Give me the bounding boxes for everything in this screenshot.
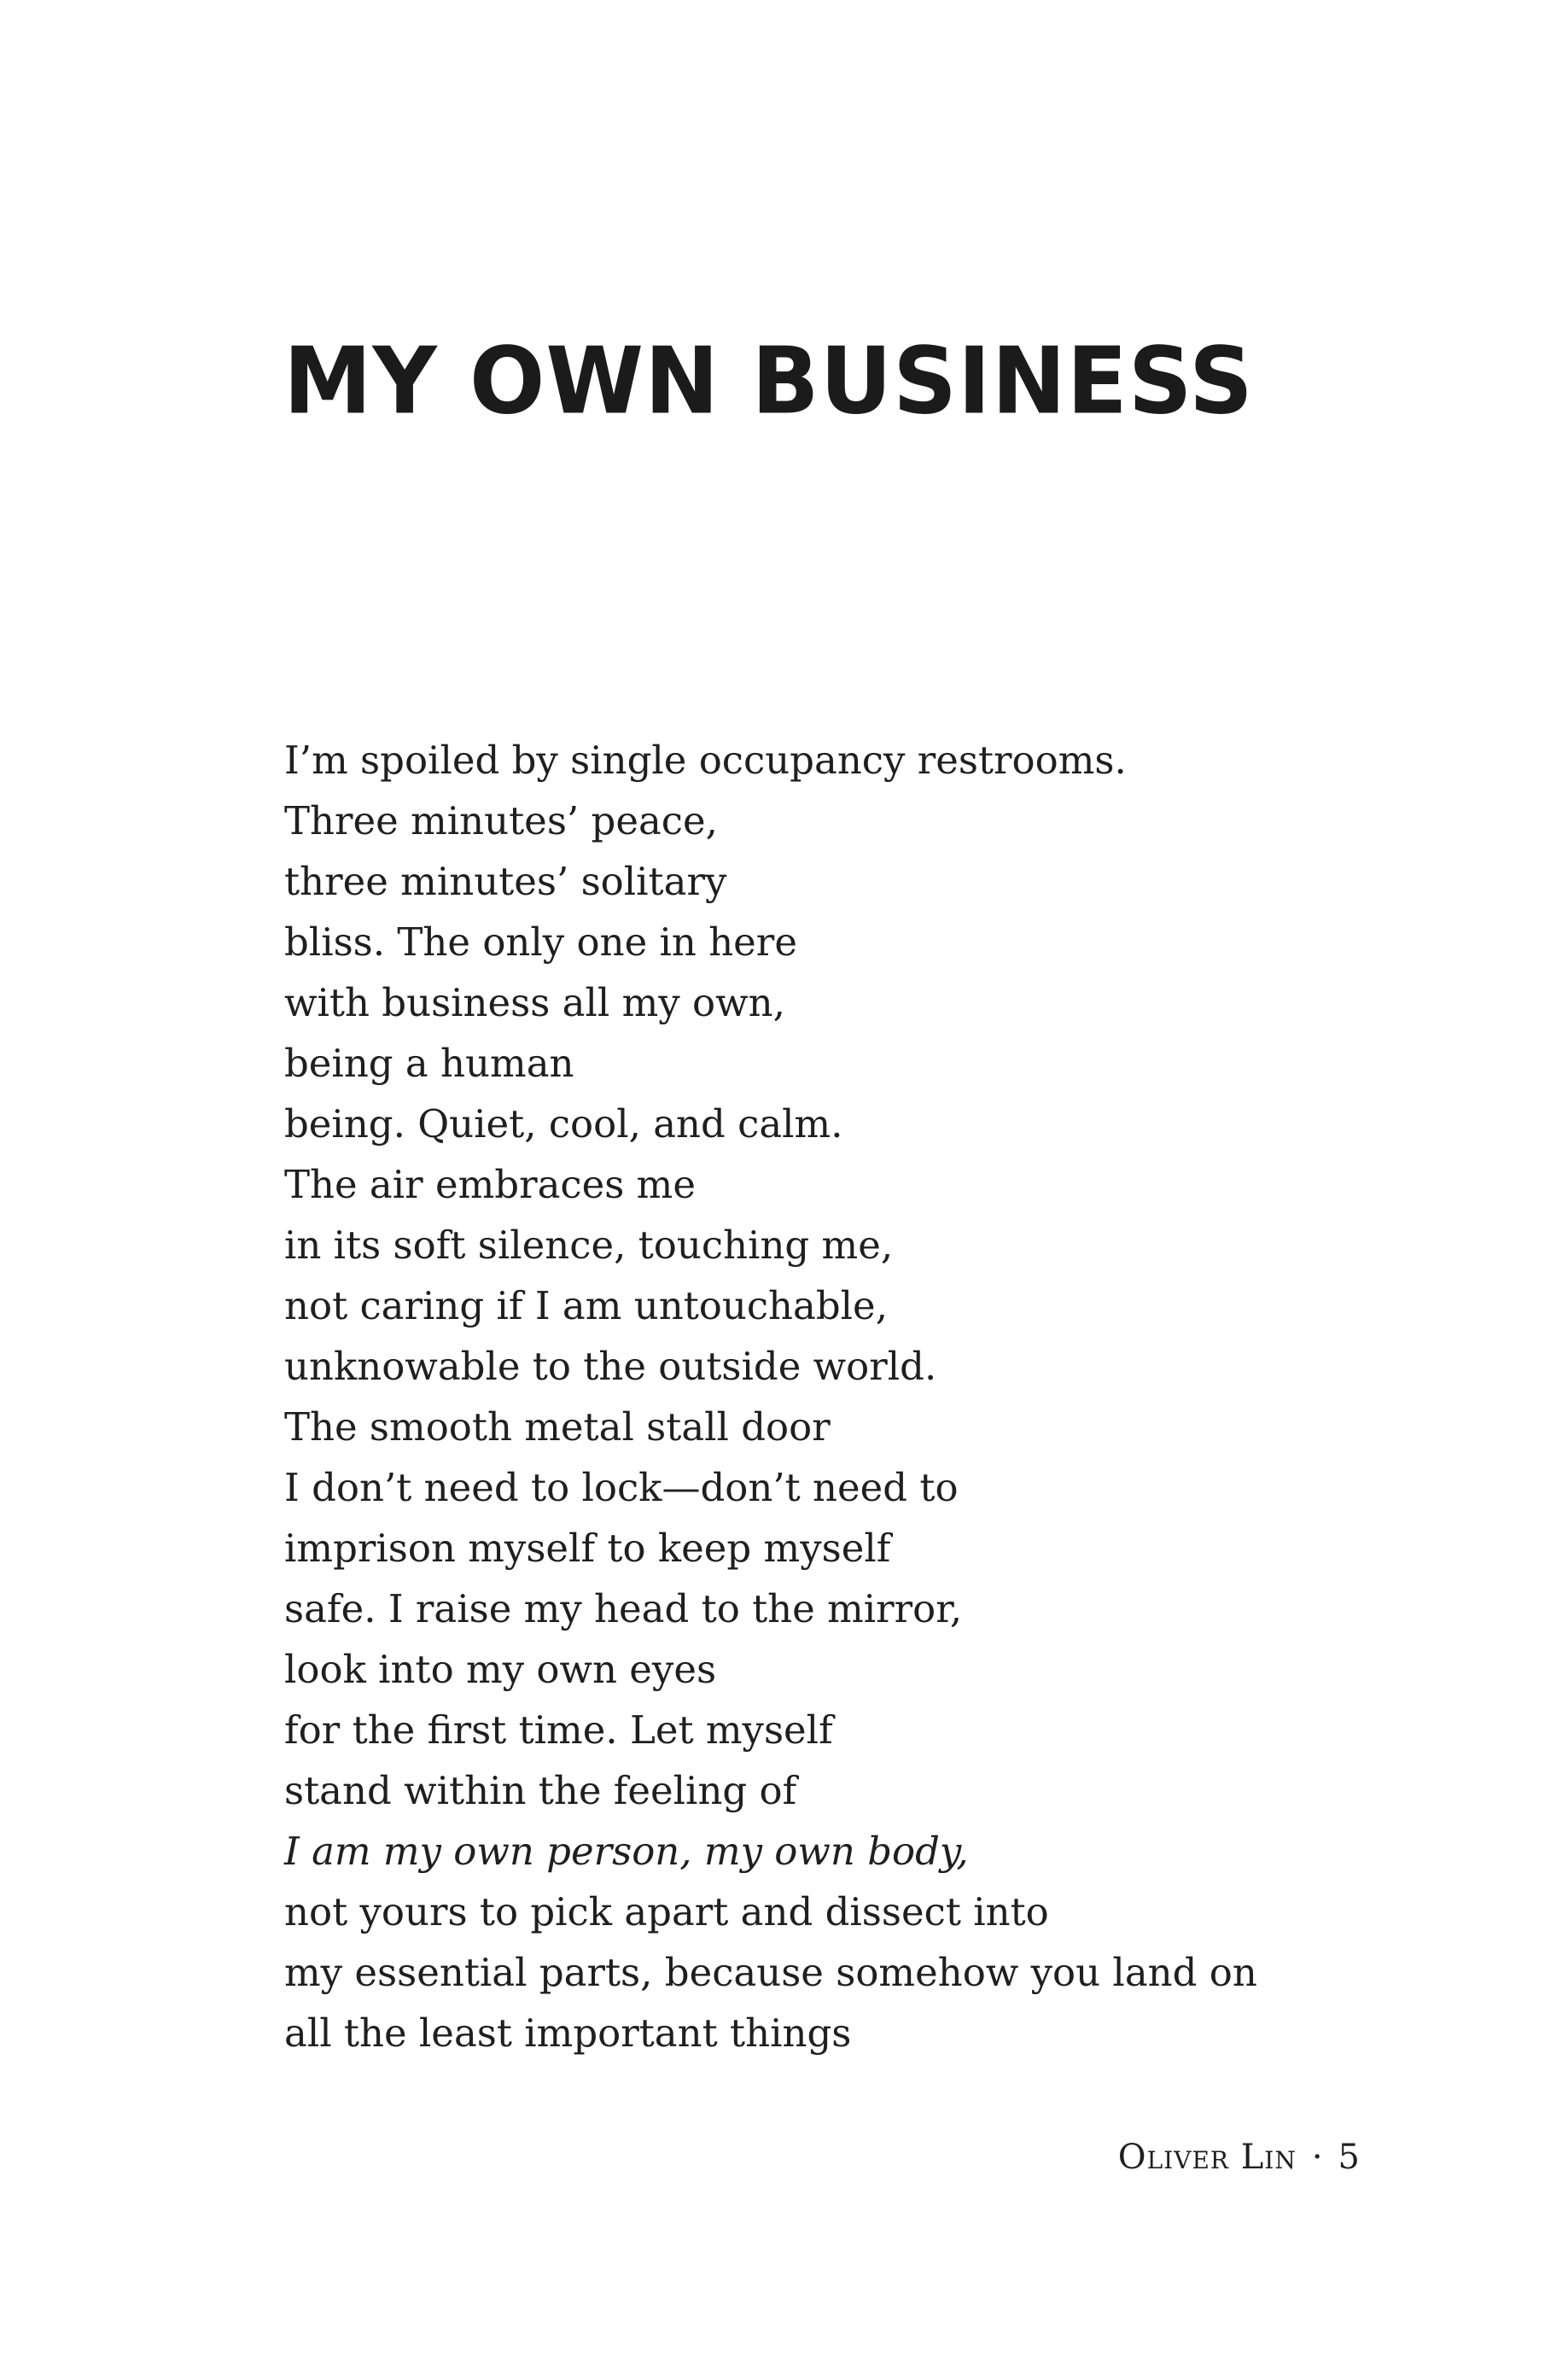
running-footer	[1118, 2137, 1360, 2178]
poem-line: my essential parts, because somehow you land on	[284, 1950, 1257, 1995]
poem-line: The air embraces me	[284, 1162, 696, 1207]
poem-line: stand within the feeling of	[284, 1768, 797, 1813]
poem-line: bliss. The only one in here	[284, 919, 797, 965]
page-number: 5	[1338, 2138, 1360, 2177]
poem-line: not caring if I am untouchable,	[284, 1283, 888, 1328]
poem-body	[284, 730, 1257, 2063]
poem-line: look into my own eyes	[284, 1647, 717, 1692]
poem-line: being. Quiet, cool, and calm.	[284, 1101, 843, 1147]
poem-line: for the first time. Let myself	[284, 1707, 833, 1753]
footer-separator: ·	[1311, 2138, 1323, 2177]
poem-line: I don’t need to lock—don’t need to	[284, 1465, 959, 1510]
poem-line: imprison myself to keep myself	[284, 1526, 891, 1571]
poem-line: The smooth metal stall door	[284, 1404, 831, 1450]
poem-line: three minutes’ solitary	[284, 859, 727, 904]
poem-line: in its soft silence, touching me,	[284, 1222, 894, 1268]
poem-line: unknowable to the outside world.	[284, 1344, 937, 1389]
poem-line: safe. I raise my head to the mirror,	[284, 1586, 963, 1631]
poem-line: I am my own person, my own body,	[284, 1829, 969, 1874]
poem-line: I’m spoiled by single occupancy restrooms.	[284, 738, 1127, 783]
poem-line: all the least important things	[284, 2010, 852, 2056]
poem-line: being a human	[284, 1041, 574, 1086]
poem-line: Three minutes’ peace,	[284, 798, 718, 843]
poem-line: with business all my own,	[284, 980, 785, 1025]
poem-title: MY OWN BUSINESS	[283, 326, 1254, 435]
poem-line: not yours to pick apart and dissect into	[284, 1889, 1049, 1934]
author-name: Oliver Lin	[1117, 2138, 1297, 2177]
